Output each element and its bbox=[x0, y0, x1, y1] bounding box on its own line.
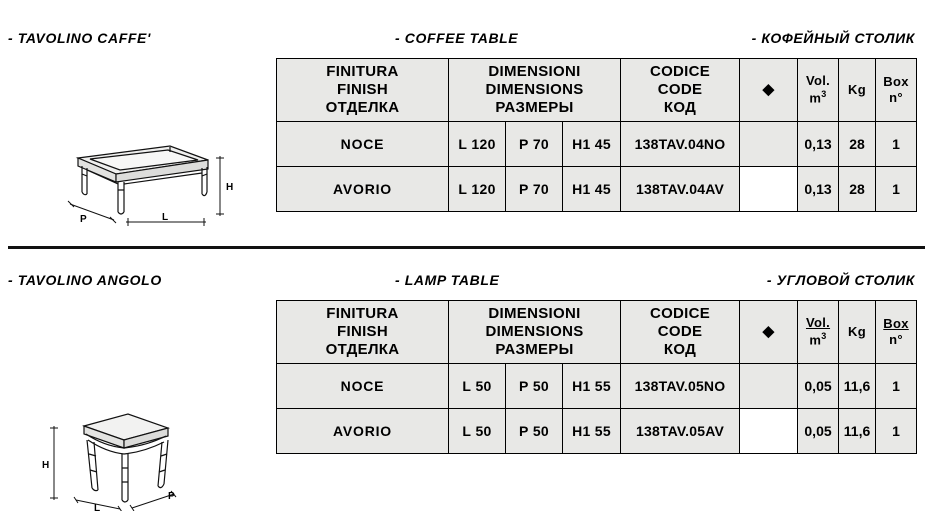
caption-english-lamp-table: - LAMP TABLE bbox=[395, 272, 500, 288]
cell-finish: AVORIO bbox=[277, 409, 449, 454]
caption-russian-lamp-table: - УГЛОВОЙ СТОЛИК bbox=[766, 272, 915, 288]
drawing-label-height: H bbox=[42, 460, 50, 471]
cell-color-swatch bbox=[740, 364, 798, 409]
product-section-coffee-table bbox=[0, 0, 933, 248]
product-section-lamp-table bbox=[0, 256, 933, 523]
cell-depth: P 70 bbox=[506, 167, 563, 212]
cell-box: 1 bbox=[876, 364, 917, 409]
cell-length: L 50 bbox=[449, 409, 506, 454]
table-row bbox=[277, 167, 917, 212]
header-code: CODICE CODE КОД bbox=[621, 301, 740, 364]
cell-code: 138TAV.04AV bbox=[621, 167, 740, 212]
cell-box: 1 bbox=[876, 167, 917, 212]
coffee-table-line-drawing bbox=[30, 130, 240, 230]
caption-russian-coffee-table: - КОФЕЙНЫЙ СТОЛИК bbox=[751, 30, 915, 46]
cell-volume: 0,05 bbox=[798, 409, 839, 454]
header-weight: Kg bbox=[839, 301, 876, 364]
header-code: CODICE CODE КОД bbox=[621, 59, 740, 122]
caption-english-coffee-table: - COFFEE TABLE bbox=[395, 30, 519, 46]
spec-table-lamp-table bbox=[276, 300, 917, 454]
header-dimensions: DIMENSIONI DIMENSIONS РАЗМЕРЫ bbox=[449, 301, 621, 364]
cell-color-swatch bbox=[740, 122, 798, 167]
header-box: Box n° bbox=[876, 59, 917, 122]
cell-box: 1 bbox=[876, 122, 917, 167]
cell-depth: P 70 bbox=[506, 122, 563, 167]
cell-code: 138TAV.05AV bbox=[621, 409, 740, 454]
table-row bbox=[277, 122, 917, 167]
cell-weight: 28 bbox=[839, 122, 876, 167]
header-volume: Vol. $m^3$ bbox=[798, 301, 839, 364]
drawing-label-length: L bbox=[94, 503, 101, 511]
cell-finish: NOCE bbox=[277, 122, 449, 167]
table-row bbox=[277, 409, 917, 454]
header-finish: FINITURA FINISH ОТДЕЛКА bbox=[277, 301, 449, 364]
cell-volume: 0,13 bbox=[798, 167, 839, 212]
cell-color-swatch bbox=[740, 409, 798, 454]
header-swatch: ◆ bbox=[740, 59, 798, 122]
cell-finish: NOCE bbox=[277, 364, 449, 409]
drawing-label-depth: P bbox=[168, 491, 175, 502]
header-dimensions: DIMENSIONI DIMENSIONS РАЗМЕРЫ bbox=[449, 59, 621, 122]
cell-finish: AVORIO bbox=[277, 167, 449, 212]
cell-length: L 120 bbox=[449, 167, 506, 212]
cell-depth: P 50 bbox=[506, 364, 563, 409]
cell-code: 138TAV.05NO bbox=[621, 364, 740, 409]
cell-box: 1 bbox=[876, 409, 917, 454]
lamp-table-line-drawing bbox=[24, 396, 224, 511]
header-swatch: ◆ bbox=[740, 301, 798, 364]
cell-volume: 0,05 bbox=[798, 364, 839, 409]
cell-volume: 0,13 bbox=[798, 122, 839, 167]
cell-height: H1 45 bbox=[563, 167, 621, 212]
spec-table-header-row bbox=[277, 59, 917, 122]
cell-code: 138TAV.04NO bbox=[621, 122, 740, 167]
spec-table-header-row bbox=[277, 301, 917, 364]
header-weight: Kg bbox=[839, 59, 876, 122]
cell-height: H1 55 bbox=[563, 409, 621, 454]
header-finish: FINITURA FINISH ОТДЕЛКА bbox=[277, 59, 449, 122]
caption-italian-lamp-table: - TAVOLINO ANGOLO bbox=[8, 272, 162, 288]
cell-color-swatch bbox=[740, 167, 798, 212]
spec-table-coffee-table bbox=[276, 58, 917, 212]
table-row bbox=[277, 364, 917, 409]
drawing-label-depth: P bbox=[80, 214, 87, 225]
cell-height: H1 55 bbox=[563, 364, 621, 409]
drawing-label-height: H bbox=[226, 182, 234, 193]
cell-weight: 28 bbox=[839, 167, 876, 212]
cell-weight: 11,6 bbox=[839, 409, 876, 454]
drawing-label-length: L bbox=[162, 212, 169, 223]
header-box: Box n° bbox=[876, 301, 917, 364]
caption-italian-coffee-table: - TAVOLINO CAFFE' bbox=[8, 30, 151, 46]
cell-length: L 50 bbox=[449, 364, 506, 409]
header-volume: Vol. $m^3$ bbox=[798, 59, 839, 122]
cell-depth: P 50 bbox=[506, 409, 563, 454]
cell-height: H1 45 bbox=[563, 122, 621, 167]
section-divider bbox=[8, 246, 925, 249]
cell-weight: 11,6 bbox=[839, 364, 876, 409]
cell-length: L 120 bbox=[449, 122, 506, 167]
